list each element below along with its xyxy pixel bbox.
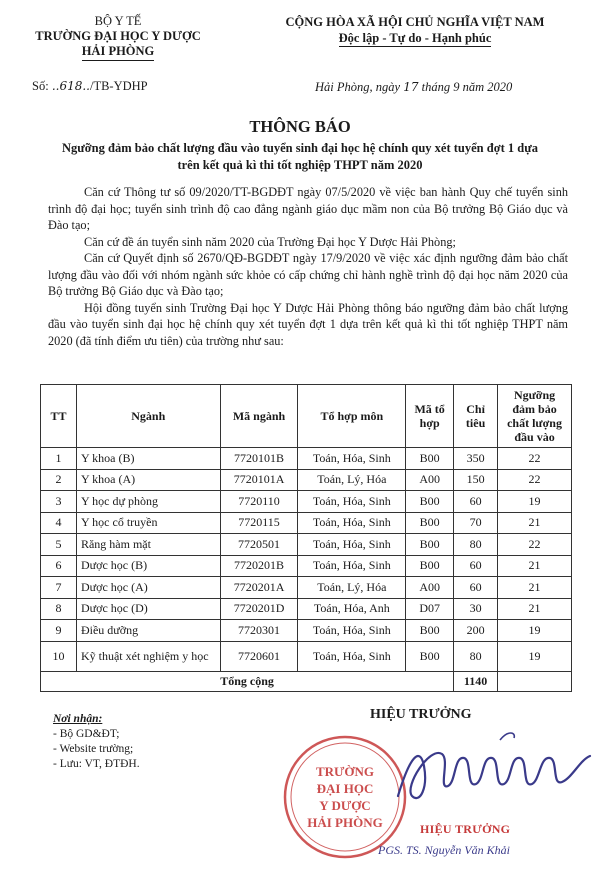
cell-nganh: Y học dự phòng bbox=[76, 491, 220, 513]
cell-tt: 10 bbox=[41, 641, 77, 671]
national-header bbox=[240, 14, 590, 47]
document-number-value: ..618.. bbox=[51, 79, 90, 93]
body-paragraph: Căn cứ Quyết định số 2670/QĐ-BGDĐT ngày 17/9/2020 về việc xác định ngưỡng đảm bảo chất lượng đầu vào đối với nhóm ngành sức khỏe có cấp chứng chỉ hành nghề trình độ đại học năm 2020 của Bộ trưởng Bộ Giáo dục và Đào tạo; bbox=[48, 251, 568, 298]
svg-text:HẢI PHÒNG: HẢI PHÒNG bbox=[307, 815, 383, 830]
cell-tt: 4 bbox=[41, 512, 77, 534]
cell-ma-nganh: 7720101B bbox=[220, 448, 298, 470]
issue-day: 17 bbox=[403, 80, 419, 94]
ministry-name: BỘ Y TẾ bbox=[94, 14, 142, 28]
cell-nganh: Dược học (B) bbox=[76, 555, 220, 577]
cell-nguong: 21 bbox=[498, 577, 572, 599]
cell-ma-to-hop: B00 bbox=[406, 620, 454, 642]
cell-nganh: Điều dưỡng bbox=[76, 620, 220, 642]
cell-nganh: Y khoa (B) bbox=[76, 448, 220, 470]
table-header-row bbox=[41, 385, 572, 448]
cell-ma-to-hop: B00 bbox=[406, 555, 454, 577]
cell-to-hop-mon: Toán, Hóa, Sinh bbox=[298, 620, 406, 642]
cell-chi-tieu: 80 bbox=[454, 534, 498, 556]
total-value: 1140 bbox=[454, 671, 498, 691]
handwritten-signature bbox=[390, 726, 595, 816]
col-header-chi-tieu: Chỉ tiêu bbox=[454, 385, 498, 448]
cell-nguong: 19 bbox=[498, 620, 572, 642]
cell-chi-tieu: 30 bbox=[454, 598, 498, 620]
cell-tt: 8 bbox=[41, 598, 77, 620]
cell-nganh: Răng hàm mặt bbox=[76, 534, 220, 556]
cell-nganh: Kỹ thuật xét nghiệm y học bbox=[76, 641, 220, 671]
cell-nguong: 19 bbox=[498, 641, 572, 671]
cell-nguong: 21 bbox=[498, 598, 572, 620]
country-name: CỘNG HÒA XÃ HỘI CHỦ NGHĨA VIỆT NAM bbox=[285, 15, 545, 29]
school-name-line1: TRƯỜNG ĐẠI HỌC Y DƯỢC bbox=[35, 29, 201, 43]
cell-nguong: 21 bbox=[498, 555, 572, 577]
table-row bbox=[41, 491, 572, 513]
col-header-to-hop-mon: Tổ hợp môn bbox=[298, 385, 406, 448]
signer-name: PGS. TS. Nguyễn Văn Khải bbox=[378, 843, 510, 857]
recipients-block bbox=[53, 712, 140, 772]
cell-ma-to-hop: D07 bbox=[406, 598, 454, 620]
cell-to-hop-mon: Toán, Lý, Hóa bbox=[298, 469, 406, 491]
signer-title: HIỆU TRƯỞNG bbox=[370, 707, 472, 722]
cell-ma-nganh: 7720201B bbox=[220, 555, 298, 577]
recipient-item: - Website trường; bbox=[53, 743, 134, 755]
table-row bbox=[41, 641, 572, 671]
cell-to-hop-mon: Toán, Hóa, Sinh bbox=[298, 534, 406, 556]
cell-nganh: Dược học (A) bbox=[76, 577, 220, 599]
cell-tt: 6 bbox=[41, 555, 77, 577]
cell-to-hop-mon: Toán, Hóa, Anh bbox=[298, 598, 406, 620]
table-row bbox=[41, 577, 572, 599]
school-name-line2: HẢI PHÒNG bbox=[82, 44, 155, 61]
cell-nguong: 22 bbox=[498, 469, 572, 491]
cell-ma-to-hop: B00 bbox=[406, 491, 454, 513]
cell-nganh: Y khoa (A) bbox=[76, 469, 220, 491]
cell-tt: 3 bbox=[41, 491, 77, 513]
stamp-signer-title: HIỆU TRƯỞNG bbox=[420, 822, 511, 836]
cell-ma-to-hop: A00 bbox=[406, 469, 454, 491]
cell-to-hop-mon: Toán, Lý, Hóa bbox=[298, 577, 406, 599]
cell-ma-nganh: 7720115 bbox=[220, 512, 298, 534]
table-row bbox=[41, 555, 572, 577]
cell-chi-tieu: 70 bbox=[454, 512, 498, 534]
table-row bbox=[41, 512, 572, 534]
body-paragraph: Hội đồng tuyển sinh Trường Đại học Y Dược Hải Phòng thông báo ngưỡng đảm bảo chất lượng đầu vào tuyển sinh đại học hệ chính quy xét tuyển đợt 1 dựa trên kết quả kì thi tốt nghiệp THPT năm 2020 (đã tính điểm ưu tiên) của trường như sau: bbox=[48, 300, 568, 348]
cell-ma-nganh: 7720301 bbox=[220, 620, 298, 642]
col-header-ma-nganh: Mã ngành bbox=[220, 385, 298, 448]
cell-ma-to-hop: B00 bbox=[406, 512, 454, 534]
issue-date: Hải Phòng, ngày 17 tháng 9 năm 2020 bbox=[315, 80, 513, 94]
svg-text:TRƯỜNG: TRƯỜNG bbox=[315, 764, 375, 779]
document-body bbox=[48, 184, 568, 349]
cell-nguong: 22 bbox=[498, 534, 572, 556]
cell-nguong: 22 bbox=[498, 448, 572, 470]
cell-tt: 9 bbox=[41, 620, 77, 642]
cell-ma-nganh: 7720201A bbox=[220, 577, 298, 599]
cell-to-hop-mon: Toán, Hóa, Sinh bbox=[298, 448, 406, 470]
cell-chi-tieu: 200 bbox=[454, 620, 498, 642]
cell-chi-tieu: 350 bbox=[454, 448, 498, 470]
svg-text:ĐẠI HỌC: ĐẠI HỌC bbox=[316, 781, 374, 796]
col-header-nguong: Ngưỡng đảm bảo chất lượng đầu vào bbox=[498, 385, 572, 448]
cell-ma-to-hop: B00 bbox=[406, 448, 454, 470]
cell-ma-to-hop: A00 bbox=[406, 577, 454, 599]
document-subtitle: Ngưỡng đảm bảo chất lượng đầu vào tuyển sinh đại học hệ chính quy xét tuyển đợt 1 dựa trên kết quả kì thi tốt nghiệp THPT năm 2020 bbox=[61, 141, 538, 172]
document-title: THÔNG BÁO bbox=[249, 117, 351, 136]
cell-ma-nganh: 7720601 bbox=[220, 641, 298, 671]
cell-ma-nganh: 7720110 bbox=[220, 491, 298, 513]
table-row bbox=[41, 620, 572, 642]
col-header-nganh: Ngành bbox=[76, 385, 220, 448]
recipient-item: - Bộ GD&ĐT; bbox=[53, 728, 120, 740]
cell-nganh: Y học cổ truyền bbox=[76, 512, 220, 534]
cell-ma-to-hop: B00 bbox=[406, 641, 454, 671]
cell-to-hop-mon: Toán, Hóa, Sinh bbox=[298, 491, 406, 513]
cell-chi-tieu: 150 bbox=[454, 469, 498, 491]
body-paragraph: Căn cứ đề án tuyển sinh năm 2020 của Trường Đại học Y Dược Hải Phòng; bbox=[84, 234, 456, 249]
total-label: Tổng cộng bbox=[41, 671, 454, 691]
recipients-heading: Nơi nhận: bbox=[53, 713, 103, 725]
cell-ma-nganh: 7720101A bbox=[220, 469, 298, 491]
cell-chi-tieu: 60 bbox=[454, 577, 498, 599]
cell-to-hop-mon: Toán, Hóa, Sinh bbox=[298, 641, 406, 671]
cell-ma-nganh: 7720201D bbox=[220, 598, 298, 620]
document-number: Số: ..618../TB-YDHP bbox=[32, 79, 148, 93]
body-paragraph: Căn cứ Thông tư số 09/2020/TT-BGDĐT ngày 07/5/2020 về việc ban hành Quy chế tuyển sinh trình độ đại học; tuyển sinh trình độ cao đẳng ngành giáo dục mầm non của Bộ trưởng Bộ Giáo dục và Đào tạo; bbox=[48, 185, 568, 232]
cell-chi-tieu: 80 bbox=[454, 641, 498, 671]
cell-nguong: 19 bbox=[498, 491, 572, 513]
col-header-ma-to-hop: Mã tổ hợp bbox=[406, 385, 454, 448]
table-row bbox=[41, 534, 572, 556]
cell-to-hop-mon: Toán, Hóa, Sinh bbox=[298, 555, 406, 577]
national-motto: Độc lập - Tự do - Hạnh phúc bbox=[338, 31, 492, 45]
cell-nganh: Dược học (D) bbox=[76, 598, 220, 620]
threshold-table bbox=[40, 384, 572, 692]
cell-tt: 2 bbox=[41, 469, 77, 491]
cell-nguong: 21 bbox=[498, 512, 572, 534]
cell-chi-tieu: 60 bbox=[454, 491, 498, 513]
cell-to-hop-mon: Toán, Hóa, Sinh bbox=[298, 512, 406, 534]
cell-chi-tieu: 60 bbox=[454, 555, 498, 577]
recipient-item: - Lưu: VT, ĐTĐH. bbox=[53, 758, 140, 770]
cell-ma-to-hop: B00 bbox=[406, 534, 454, 556]
total-empty-cell bbox=[498, 671, 572, 691]
cell-tt: 7 bbox=[41, 577, 77, 599]
table-total-row bbox=[41, 671, 572, 691]
table-row bbox=[41, 469, 572, 491]
col-header-tt: TT bbox=[41, 385, 77, 448]
table-row bbox=[41, 598, 572, 620]
cell-tt: 1 bbox=[41, 448, 77, 470]
issuer-block bbox=[18, 14, 218, 61]
table-row bbox=[41, 448, 572, 470]
svg-text:Y DƯỢC: Y DƯỢC bbox=[319, 798, 371, 813]
cell-ma-nganh: 7720501 bbox=[220, 534, 298, 556]
cell-tt: 5 bbox=[41, 534, 77, 556]
